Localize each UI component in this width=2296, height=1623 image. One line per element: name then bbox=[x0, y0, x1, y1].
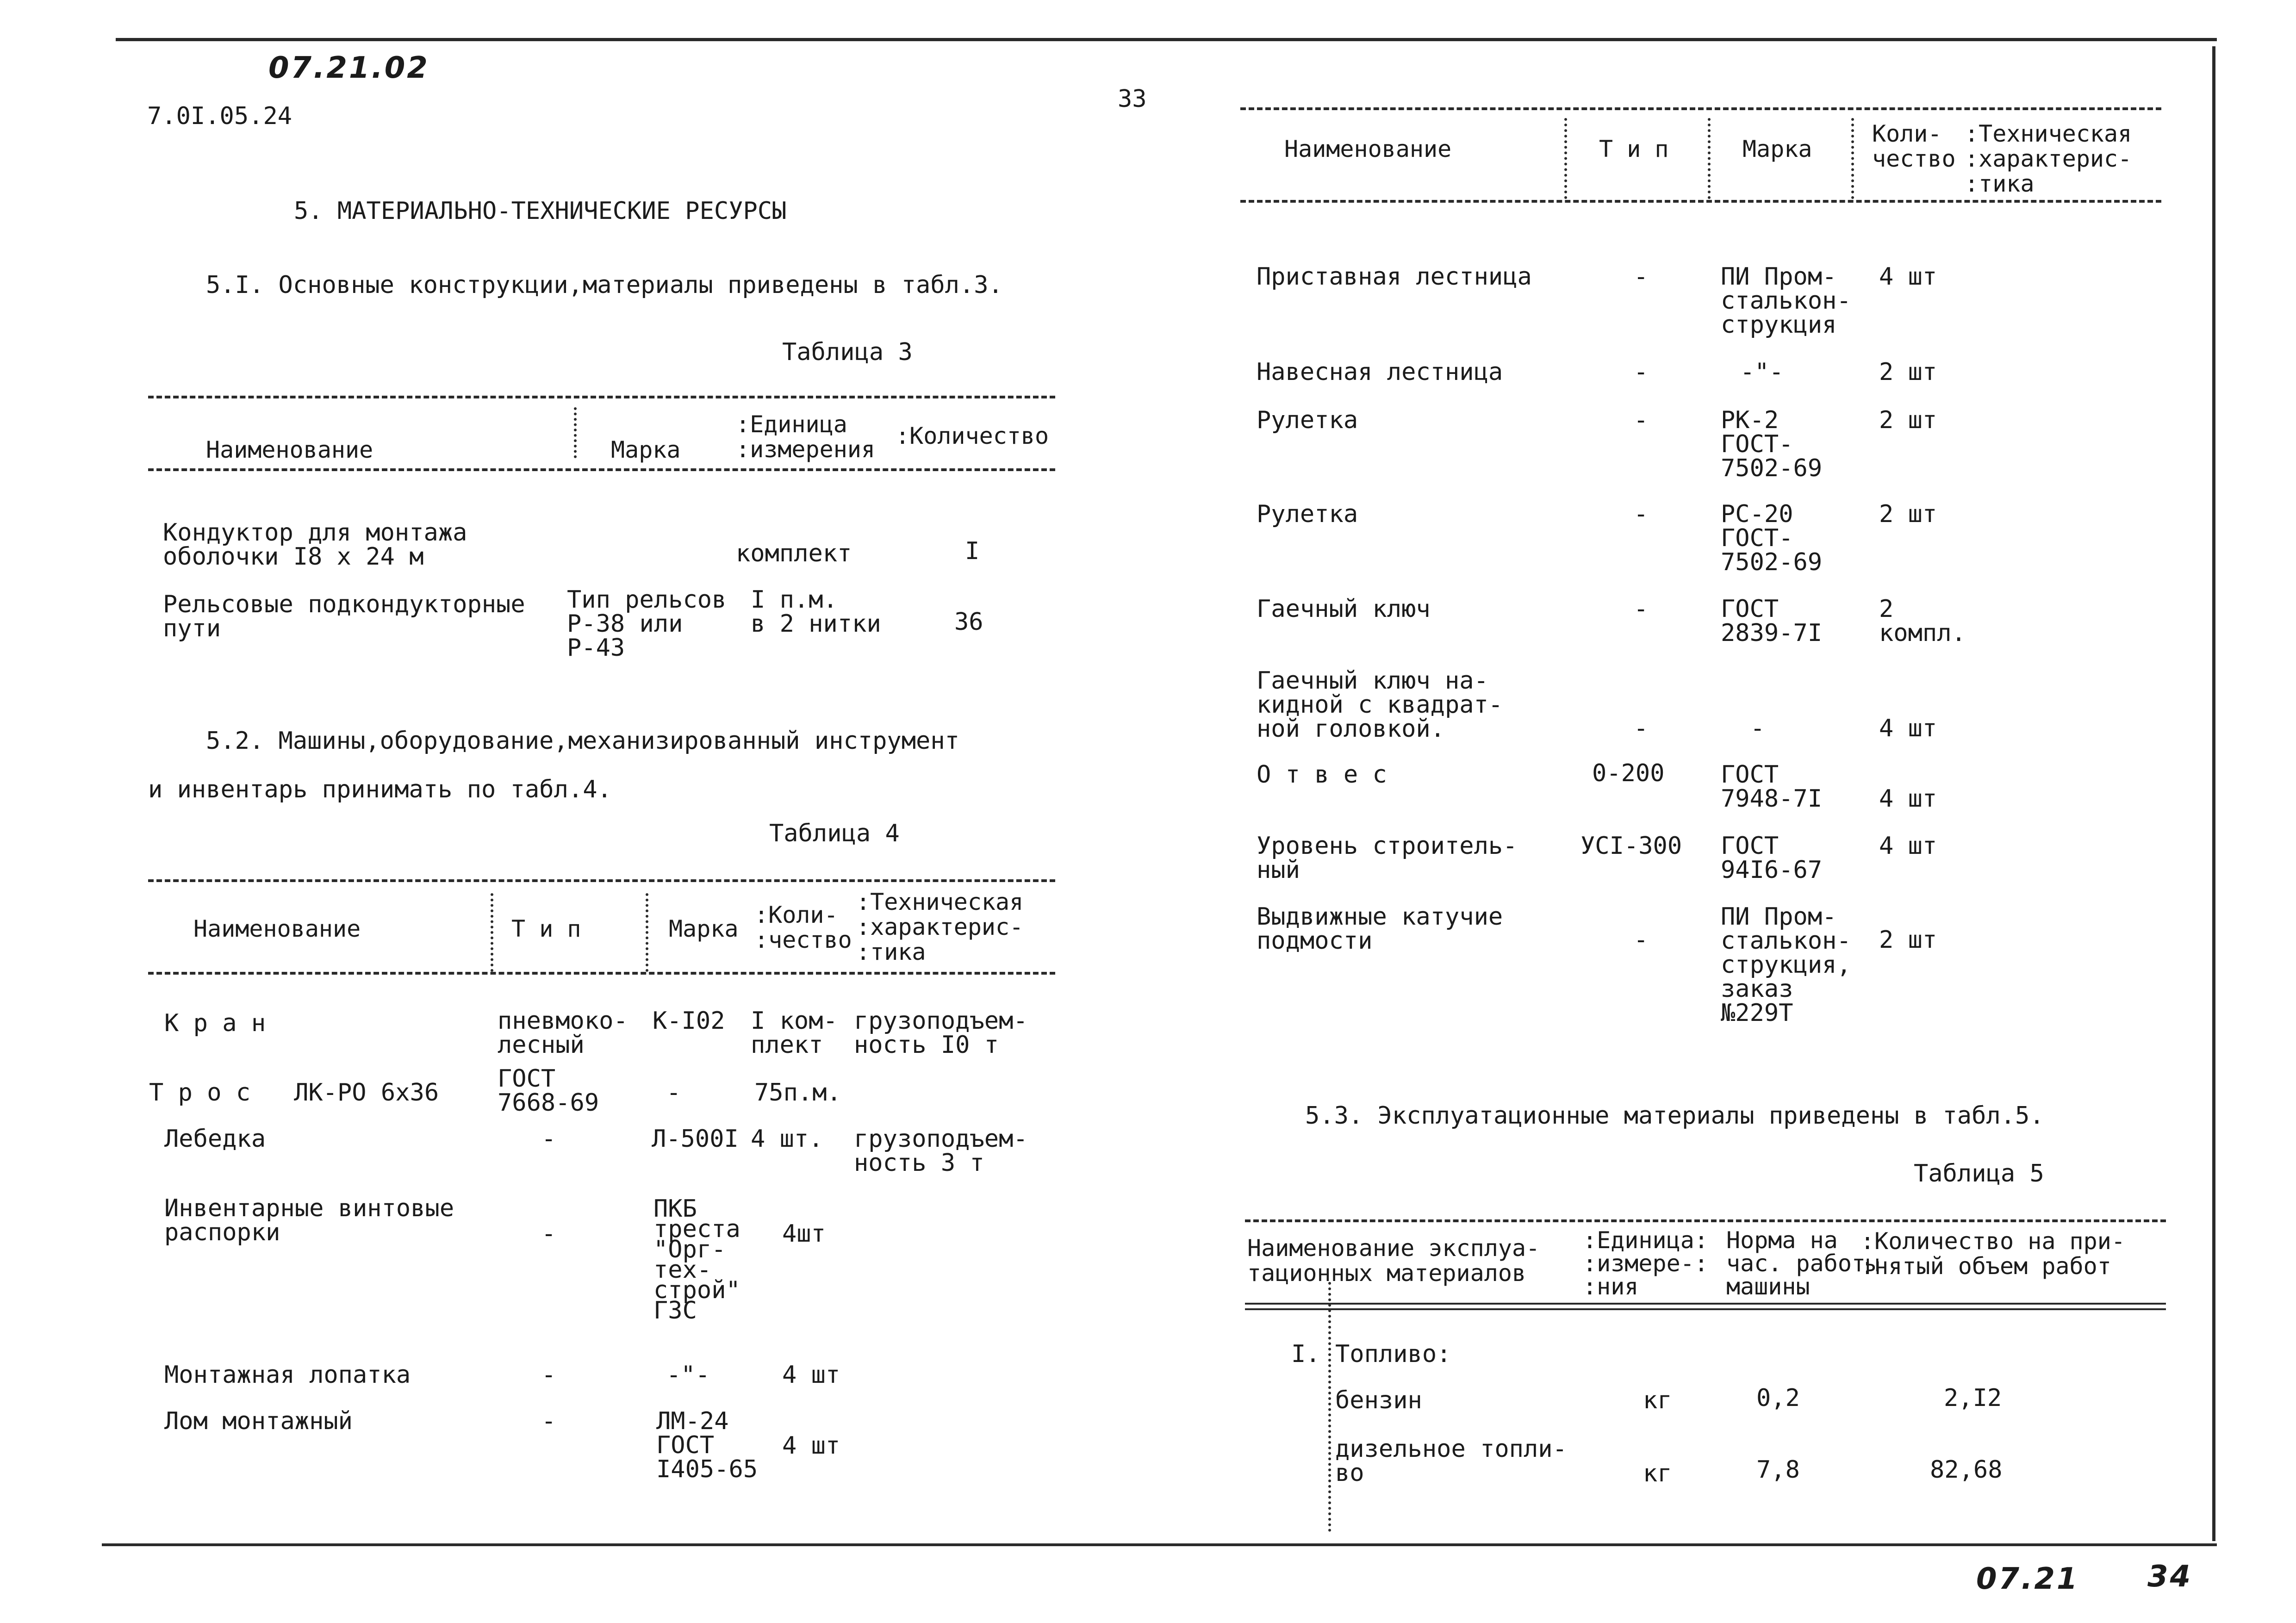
table4cont-header-qty: Коли- чество bbox=[1872, 120, 1956, 172]
table4cont-r5-type: - bbox=[1634, 595, 1649, 623]
table4cont-r4-qty: 2 шт bbox=[1879, 500, 1937, 528]
table4cont-r2-name: Навесная лестница bbox=[1257, 358, 1503, 386]
table4-header-tech: :Техническая :характерис- :тика bbox=[856, 889, 1024, 965]
table3-r2-qty: 36 bbox=[954, 608, 983, 636]
table4-top-rule bbox=[148, 879, 1055, 882]
table4-r4-qty: 4шт bbox=[782, 1220, 826, 1248]
table4cont-r2-type: - bbox=[1634, 358, 1649, 386]
table4cont-r7-qty: 4 шт bbox=[1879, 785, 1937, 813]
handwritten-code-top: 07.21.02 bbox=[268, 51, 429, 85]
table4cont-r8-qty: 4 шт bbox=[1879, 832, 1937, 860]
table4cont-r1-mark: ПИ Пром- сталькон- струкция bbox=[1721, 263, 1851, 339]
table4-r2-type: ГОСТ 7668-69 bbox=[498, 1065, 599, 1117]
document-code: 7.0I.05.24 bbox=[147, 102, 292, 130]
table3-r1-unit: комплект bbox=[736, 540, 852, 567]
table5-header-norm: Норма на час. работы машины bbox=[1726, 1227, 1880, 1300]
table5-head-rule-1 bbox=[1245, 1303, 2166, 1305]
table4cont-header-mark: Марка bbox=[1742, 136, 1812, 162]
table4cont-r1-type: - bbox=[1634, 263, 1649, 291]
table3-head-rule bbox=[148, 468, 1055, 471]
table5-group-label: Топливо: bbox=[1335, 1340, 1451, 1368]
table3-r1-qty: I bbox=[965, 537, 980, 565]
table4cont-r1-name: Приставная лестница bbox=[1257, 263, 1532, 291]
table4-r1-tech: грузоподъем- ность I0 т bbox=[854, 1007, 1028, 1059]
table4cont-r6-mark: - bbox=[1750, 715, 1765, 742]
table4cont-r3-mark: РК-2 ГОСТ- 7502-69 bbox=[1721, 406, 1823, 482]
table5-header-qty: :Количество на при- :нятый объем работ bbox=[1860, 1228, 2125, 1280]
section-title: 5. МАТЕРИАЛЬНО-ТЕХНИЧЕСКИЕ РЕСУРСЫ bbox=[294, 197, 787, 225]
table3-header-mark: Марка bbox=[611, 436, 681, 463]
table4cont-r7-mark: ГОСТ 7948-7I bbox=[1721, 761, 1823, 813]
paragraph-5-1: 5.I. Основные конструкции,материалы приведены в табл.3. bbox=[206, 271, 1003, 299]
table5-r2-qty: 82,68 bbox=[1930, 1456, 2003, 1484]
table4cont-r7-name: О т в е с bbox=[1257, 761, 1387, 789]
table4-r2-qty: 75п.м. bbox=[754, 1079, 841, 1107]
table5-header-name: Наименование эксплуа- тационных материалов bbox=[1247, 1235, 1540, 1287]
table4-r1-qty: I ком- плект bbox=[751, 1007, 838, 1059]
table5-r2-name: дизельное топли- во bbox=[1335, 1435, 1567, 1487]
table4cont-r5-name: Гаечный ключ bbox=[1257, 595, 1431, 623]
table4cont-r5-mark: ГОСТ 2839-7I bbox=[1721, 595, 1823, 647]
table5-header-unit: :Единица: :измере-: :ния bbox=[1583, 1227, 1708, 1300]
table3-header-name: Наименование bbox=[206, 436, 373, 463]
table3-header-unit: :Единица :измерения bbox=[736, 411, 876, 463]
table4-r3-tech: грузоподъем- ность 3 т bbox=[854, 1125, 1028, 1177]
bottom-border bbox=[102, 1543, 2217, 1546]
table4-header-mark: Марка bbox=[669, 915, 739, 942]
table4-header-name: Наименование bbox=[193, 915, 361, 942]
table4cont-head-rule bbox=[1240, 200, 2161, 203]
table3-r2-mark: Тип рельсов Р-38 или Р-43 bbox=[567, 586, 727, 662]
table4cont-r3-type: - bbox=[1634, 406, 1649, 434]
table4-r3-name: Лебедка bbox=[164, 1125, 266, 1153]
right-border bbox=[2212, 46, 2215, 1541]
table3-r1-name: Кондуктор для монтажа оболочки I8 х 24 м bbox=[163, 519, 467, 571]
table4-r6-qty: 4 шт bbox=[782, 1432, 840, 1460]
table5-group-number: I. bbox=[1291, 1340, 1320, 1368]
table4cont-r2-mark: -"- bbox=[1740, 358, 1784, 386]
table5-r1-norm: 0,2 bbox=[1756, 1384, 1800, 1412]
table4-r5-qty: 4 шт bbox=[782, 1361, 840, 1389]
table4cont-header-type: Т и п bbox=[1599, 136, 1669, 162]
page-number: 33 bbox=[1118, 85, 1147, 113]
table4cont-r8-name: Уровень строитель- ный bbox=[1257, 832, 1518, 884]
table5-col-sep bbox=[1328, 1282, 1331, 1532]
table3-col-sep bbox=[574, 407, 577, 458]
table4cont-r1-qty: 4 шт bbox=[1879, 263, 1937, 291]
table4cont-header-tech: :Техническая :характерис- :тика bbox=[1965, 120, 2132, 197]
table4-r5-name: Монтажная лопатка bbox=[164, 1361, 411, 1389]
paragraph-5-2-line1: 5.2. Машины,оборудование,механизированный инструмент bbox=[206, 727, 959, 755]
table4cont-r6-qty: 4 шт bbox=[1879, 715, 1937, 742]
table4cont-r9-name: Выдвижные катучие подмости bbox=[1257, 903, 1503, 955]
table4-r4-mark: ПКБ треста "Орг- тех- строй" ГЗС bbox=[653, 1195, 740, 1325]
table4-r3-qty: 4 шт. bbox=[751, 1125, 823, 1153]
table4cont-r9-mark: ПИ Пром- сталькон- струкция, заказ №229Т bbox=[1721, 903, 1851, 1027]
table4-header-type: Т и п bbox=[511, 915, 581, 942]
table4cont-r2-qty: 2 шт bbox=[1879, 358, 1937, 386]
table3-caption: Таблица 3 bbox=[782, 338, 913, 366]
table4cont-col-sep-1 bbox=[1564, 118, 1567, 199]
table4cont-header-name: Наименование bbox=[1284, 136, 1452, 162]
table3-header-qty: :Количество bbox=[896, 423, 1049, 449]
handwritten-page-bottom: 34 bbox=[2147, 1560, 2193, 1594]
table5-r2-norm: 7,8 bbox=[1756, 1456, 1800, 1484]
top-border bbox=[116, 38, 2217, 41]
table5-r1-name: бензин bbox=[1335, 1387, 1422, 1414]
table4-r6-mark: ЛМ-24 ГОСТ I405-65 bbox=[656, 1407, 758, 1483]
table4-r6-name: Лом монтажный bbox=[164, 1407, 353, 1435]
table4cont-r5-qty: 2 компл. bbox=[1879, 595, 1966, 647]
table4cont-r4-name: Рулетка bbox=[1257, 500, 1358, 528]
table4-r3-type: - bbox=[541, 1125, 556, 1153]
table4cont-r9-type: - bbox=[1634, 926, 1649, 954]
table4-r2-mark: - bbox=[666, 1079, 681, 1107]
table4-r1-name: К р а н bbox=[164, 1009, 266, 1037]
table3-r2-name: Рельсовые подкондукторные пути bbox=[163, 591, 525, 642]
table5-r1-qty: 2,I2 bbox=[1944, 1384, 2002, 1412]
paragraph-5-2-line2: и инвентарь принимать по табл.4. bbox=[148, 776, 612, 803]
table4-r5-mark: -"- bbox=[666, 1361, 710, 1389]
table4cont-col-sep-3 bbox=[1851, 118, 1854, 199]
table4cont-r6-name: Гаечный ключ на- кидной с квадрат- ной головкой. bbox=[1257, 667, 1503, 743]
table4cont-r4-type: - bbox=[1634, 500, 1649, 528]
table4-r3-mark: Л-500I bbox=[652, 1125, 739, 1153]
table5-head-rule-2 bbox=[1245, 1308, 2166, 1310]
table3-r2-unit: I п.м. в 2 нитки bbox=[751, 586, 881, 638]
table4cont-r3-qty: 2 шт bbox=[1879, 406, 1937, 434]
table4-r6-type: - bbox=[541, 1407, 556, 1435]
table4-r1-type: пневмоко- лесный bbox=[498, 1007, 628, 1059]
table4-r5-type: - bbox=[541, 1361, 556, 1389]
table4cont-r8-mark: ГОСТ 94I6-67 bbox=[1721, 832, 1823, 884]
table4cont-r3-name: Рулетка bbox=[1257, 406, 1358, 434]
table4cont-r8-type: УСI-300 bbox=[1580, 832, 1682, 860]
table4cont-r6-type: - bbox=[1634, 715, 1649, 742]
paragraph-5-3: 5.3. Эксплуатационные материалы приведены в табл.5. bbox=[1305, 1102, 2044, 1130]
table4cont-col-sep-2 bbox=[1708, 118, 1711, 199]
table4cont-r9-qty: 2 шт bbox=[1879, 926, 1937, 954]
table4cont-r4-mark: РС-20 ГОСТ- 7502-69 bbox=[1721, 500, 1823, 576]
table4-r2-name: Т р о с ЛК-РО 6х36 bbox=[149, 1079, 439, 1107]
table3-top-rule bbox=[148, 396, 1055, 398]
table4-r1-mark: К-I02 bbox=[653, 1007, 725, 1035]
table4cont-r7-type: 0-200 bbox=[1592, 759, 1665, 787]
table4-col-sep-1 bbox=[491, 893, 493, 972]
table4-r4-name: Инвентарные винтовые распорки bbox=[164, 1194, 454, 1246]
table4-r4-type: - bbox=[541, 1220, 556, 1248]
table5-caption: Таблица 5 bbox=[1914, 1160, 2044, 1188]
table5-r1-unit: кг bbox=[1643, 1387, 1672, 1414]
table4-caption: Таблица 4 bbox=[769, 820, 900, 847]
table5-top-rule bbox=[1245, 1219, 2166, 1222]
table4-head-rule bbox=[148, 972, 1055, 975]
table4cont-top-rule bbox=[1240, 107, 2161, 110]
table5-r2-unit: кг bbox=[1643, 1460, 1672, 1487]
table4-header-qty: :Коли- :чество bbox=[754, 902, 852, 953]
table4-col-sep-2 bbox=[646, 893, 648, 972]
handwritten-code-bottom: 07.21 bbox=[1976, 1562, 2079, 1596]
